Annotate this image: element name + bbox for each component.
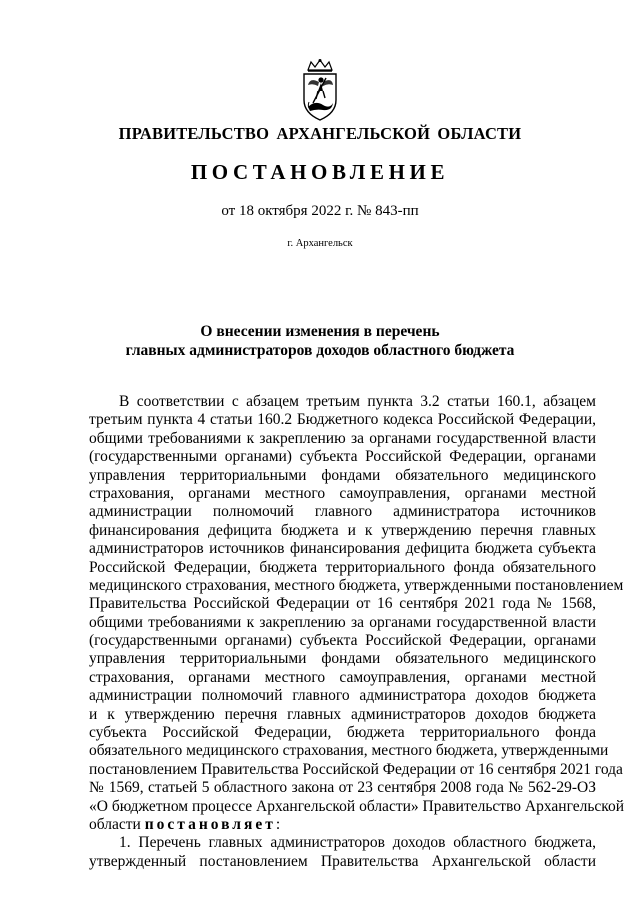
closing-suffix: :	[275, 815, 281, 833]
body-line: управления территориальными фондами обязательного медицинского	[89, 650, 596, 668]
body-line: (государственными органами) субъекта Российской Федерации, органами	[89, 632, 596, 650]
body-line: медицинского страхования, местного бюджета, утвержденными постановлением	[89, 576, 624, 594]
body-line: Российской Федерации, бюджета территориального фонда обязательного	[89, 558, 596, 576]
coat-of-arms-icon	[299, 58, 341, 124]
document-date-number: от 18 октября 2022 г. № 843-пп	[221, 203, 419, 219]
item-line: 1. Перечень главных администраторов доходов областного бюджета,	[119, 834, 596, 852]
body-line: В соответствии с абзацем третьим пункта 3.2 статьи 160.1, абзацем	[119, 393, 596, 410]
body-line: «О бюджетном процессе Архангельской области» Правительство Архангельской	[89, 797, 625, 815]
document-body	[89, 393, 625, 871]
body-line: страхования, органами местного самоуправления, органами местной	[89, 668, 596, 686]
body-line: третьим пункта 4 статьи 160.2 Бюджетного кодекса Российской Федерации,	[89, 411, 596, 429]
title-line: главных администраторов доходов областного бюджета	[125, 342, 515, 359]
closing-prefix: области	[89, 815, 145, 833]
body-line: общими требованиями к закреплению за органами государственной власти	[89, 429, 596, 447]
body-line: администрации полномочий главного администратора источников	[89, 503, 596, 521]
title-line: О внесении изменения в перечень	[200, 323, 440, 340]
body-line: администрации полномочий главного администратора доходов бюджета	[89, 687, 596, 705]
body-line-closing	[89, 816, 596, 834]
document-title	[0, 322, 640, 360]
document-city: г. Архангельск	[287, 238, 353, 249]
organization-name: ПРАВИТЕЛЬСТВО АРХАНГЕЛЬСКОЙ ОБЛАСТИ	[118, 124, 522, 143]
resolves-keyword: постановляет	[144, 815, 276, 833]
item-line: утвержденный постановлением Правительства Архангельской области	[89, 852, 596, 870]
body-line: Правительства Российской Федерации от 16 сентября 2021 года № 1568,	[89, 595, 596, 613]
document-type: ПОСТАНОВЛЕНИЕ	[190, 160, 450, 184]
body-line: и к утверждению перечня главных администраторов доходов бюджета	[89, 705, 596, 723]
body-line: постановлением Правительства Российской Федерации от 16 сентября 2021 года	[89, 760, 623, 778]
body-line: № 1569, статьей 5 областного закона от 23 сентября 2008 года № 562-29-ОЗ	[89, 779, 596, 797]
body-line: страхования, органами местного самоуправления, органами местной	[89, 484, 596, 502]
body-line: общими требованиями к закреплению за органами государственной власти	[89, 613, 596, 631]
body-line: субъекта Российской Федерации, бюджета территориального фонда	[89, 724, 596, 742]
body-line: администраторов источников финансирования дефицита бюджета субъекта	[89, 540, 596, 558]
coat-of-arms-emblem	[299, 58, 341, 124]
body-line: (государственными органами) субъекта Российской Федерации, органами	[89, 448, 596, 466]
body-line: управления территориальными фондами обязательного медицинского	[89, 466, 596, 484]
body-line: обязательного медицинского страхования, местного бюджета, утвержденными	[89, 742, 609, 760]
body-line: финансирования дефицита бюджета и к утверждению перечня главных	[89, 521, 596, 539]
